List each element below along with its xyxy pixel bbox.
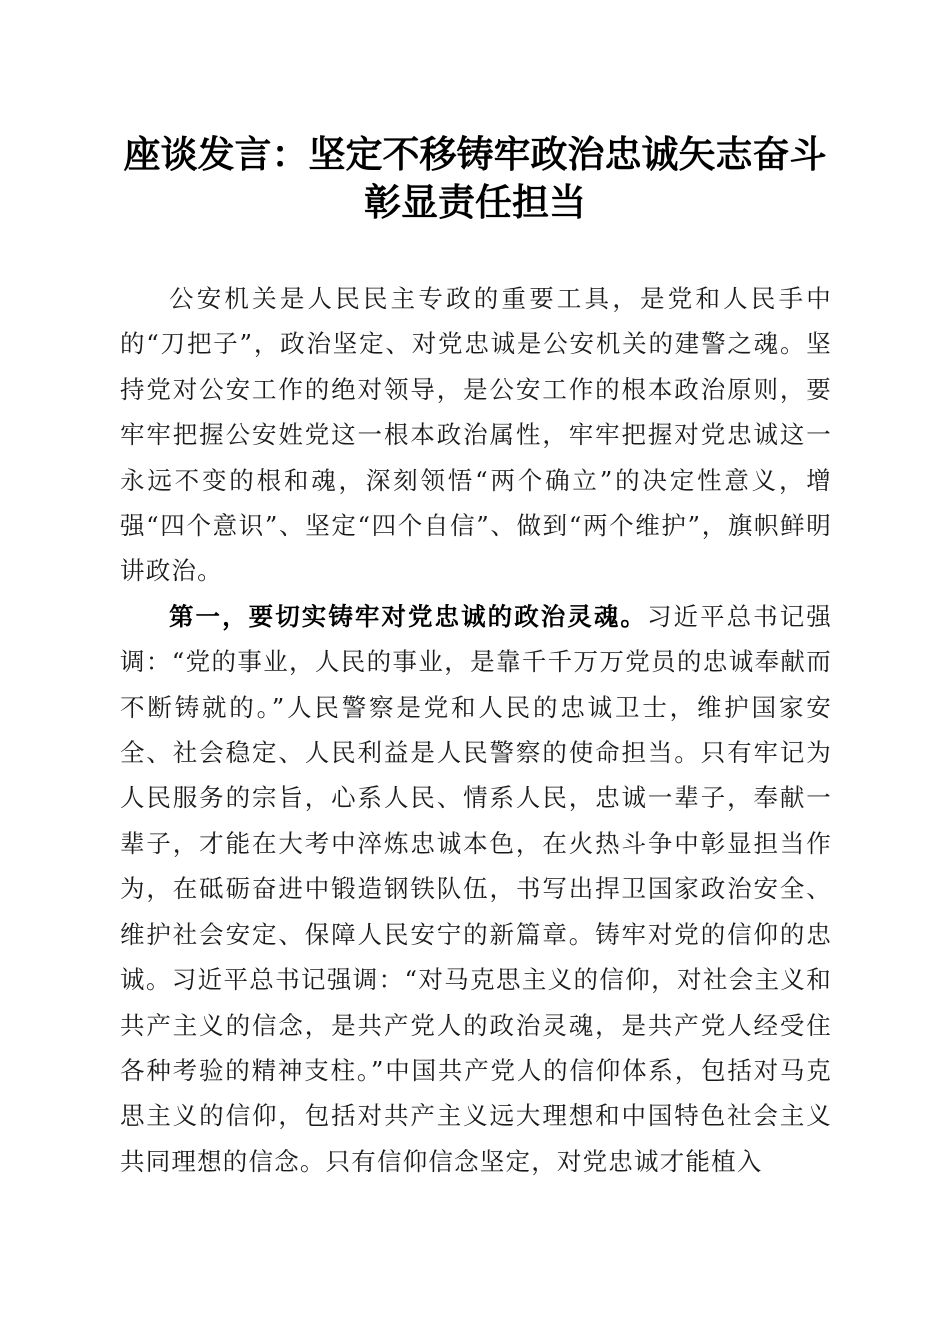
paragraph-intro: [120, 276, 832, 594]
paragraph-text: 习近平总书记强调：“党的事业，人民的事业，是靠千千万万党员的忠诚奉献而不断铸就的。”人民警察是党和人民的忠诚卫士，维护国家安全、社会稳定、人民利益是人民警察的使命担当。只有牢记为人民服务的宗旨，心系人民、情系人民，忠诚一辈子，奉献一辈子，才能在大考中淬炼忠诚本色，在火热斗争中彰显担当作为，在砥砺奋进中锻造钢铁队伍，书写出捍卫国家政治安全、维护社会安定、保障人民安宁的新篇章。铸牢对党的信仰的忠诚。习近平总书记强调：“对马克思主义的信仰，对社会主义和共产主义的信念，是共产党人的政治灵魂，是共产党人经受住各种考验的精神支柱。”中国共产党人的信仰体系，包括对马克思主义的信仰，包括对共产主义远大理想和中国特色社会主义共同理想的信念。只有信仰信念坚定，对党忠诚才能植入: [120, 601, 832, 1176]
document-body: [120, 276, 832, 1184]
paragraph-lead-heading: 第一，要切实铸牢对党忠诚的政治灵魂。: [169, 601, 647, 631]
paragraph-text: 公安机关是人民民主专政的重要工具，是党和人民手中的“刀把子”，政治坚定、对党忠诚是公安机关的建警之魂。坚持党对公安工作的绝对领导，是公安工作的根本政治原则，要牢牢把握公安姓党这一根本政治属性，牢牢把握对党忠诚这一永远不变的根和魂，深刻领悟“两个确立”的决定性意义，增强“四个意识”、坚定“四个自信”、做到“两个维护”，旗帜鲜明讲政治。: [120, 284, 832, 586]
document-title: 座谈发言：坚定不移铸牢政治忠诚矢志奋斗彰显责任担当: [123, 132, 827, 224]
paragraph-first-point: [120, 594, 832, 1184]
